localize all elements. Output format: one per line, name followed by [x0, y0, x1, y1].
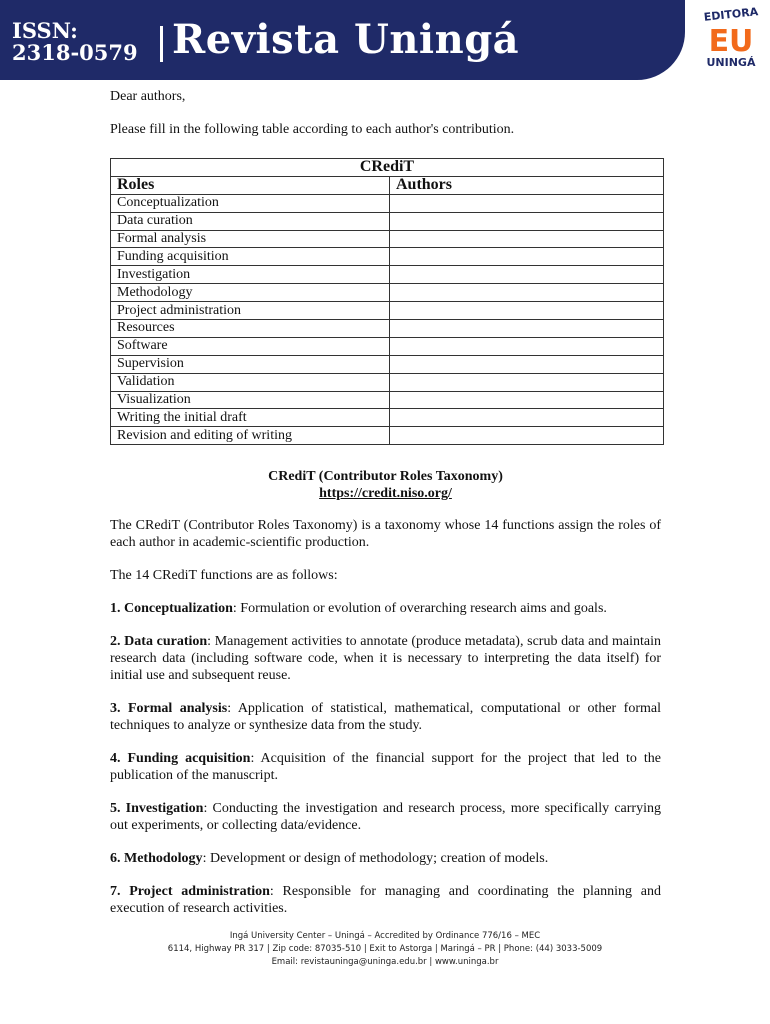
author-cell[interactable]	[390, 302, 664, 320]
author-cell[interactable]	[390, 194, 664, 212]
table-row	[111, 302, 664, 320]
issn-block	[12, 20, 138, 64]
taxonomy-title: CRediT (Contributor Roles Taxonomy)	[268, 469, 503, 484]
function-term: 2. Data curation	[110, 634, 208, 649]
table-row	[111, 355, 664, 373]
function-term: 6. Methodology	[110, 851, 203, 866]
function-description: : Conducting the investigation and research process, more specifically carrying out experiments, or collecting data/evidence.	[110, 801, 661, 833]
table-row	[111, 337, 664, 355]
author-cell[interactable]	[390, 266, 664, 284]
function-term: 3. Formal analysis	[110, 701, 228, 716]
author-cell[interactable]	[390, 337, 664, 355]
role-cell: Investigation	[111, 266, 390, 284]
col-authors-header: Authors	[390, 176, 664, 194]
table-row	[111, 230, 664, 248]
instruction: Please fill in the following table according to each author's contribution.	[110, 122, 515, 137]
function-item	[110, 600, 661, 617]
role-cell: Software	[111, 337, 390, 355]
table-row	[111, 266, 664, 284]
table-row	[111, 427, 664, 445]
greeting: Dear authors,	[110, 89, 186, 104]
role-cell: Visualization	[111, 391, 390, 409]
editora-logo	[700, 6, 762, 72]
role-cell: Methodology	[111, 284, 390, 302]
table-row	[111, 409, 664, 427]
role-cell: Writing the initial draft	[111, 409, 390, 427]
issn-label: ISSN:	[12, 18, 78, 43]
function-term: 5. Investigation	[110, 801, 204, 816]
role-cell: Conceptualization	[111, 194, 390, 212]
function-description: : Application of statistical, mathematical, computational or other formal techniques to analyze or synthesize data from the study.	[110, 701, 662, 733]
author-cell[interactable]	[390, 212, 664, 230]
footer-line-2: 6114, Highway PR 317 | Zip code: 87035-510 | Exit to Astorga | Maringá – PR | Phone: (44) 3033-5009	[167, 944, 603, 954]
author-cell[interactable]	[390, 230, 664, 248]
role-cell: Formal analysis	[111, 230, 390, 248]
table-row	[111, 194, 664, 212]
function-term: 1. Conceptualization	[110, 601, 233, 616]
function-item	[110, 700, 661, 734]
footer-line-1: Ingá University Center – Uningá – Accredited by Ordinance 776/16 – MEC	[229, 931, 541, 941]
table-row	[111, 212, 664, 230]
author-cell[interactable]	[390, 284, 664, 302]
footer	[0, 930, 770, 969]
footer-line-3: Email: revistauninga@uninga.edu.br | www.uninga.br	[271, 957, 499, 967]
function-description: : Formulation or evolution of overarching research aims and goals.	[232, 601, 607, 616]
role-cell: Funding acquisition	[111, 248, 390, 266]
author-cell[interactable]	[390, 427, 664, 445]
taxonomy-heading	[110, 468, 661, 502]
credit-table	[110, 158, 664, 445]
function-item	[110, 850, 661, 867]
function-term: 4. Funding acquisition	[110, 751, 251, 766]
title-divider	[160, 26, 163, 62]
paragraph-intro: The CRediT (Contributor Roles Taxonomy) is a taxonomy whose 14 functions assign the roles of each author in academic-scientific production.	[110, 518, 661, 550]
logo-bottom-text: UNINGÁ	[706, 56, 756, 69]
role-cell: Revision and editing of writing	[111, 427, 390, 445]
role-cell: Validation	[111, 373, 390, 391]
table-row	[111, 248, 664, 266]
author-cell[interactable]	[390, 391, 664, 409]
logo-top-text: EDITORA	[703, 5, 759, 24]
table-row	[111, 391, 664, 409]
role-cell: Resources	[111, 320, 390, 338]
function-term: 7. Project administration	[110, 884, 270, 899]
table-body	[111, 194, 664, 444]
function-list	[110, 600, 661, 917]
table-row	[111, 284, 664, 302]
table-row	[111, 373, 664, 391]
function-description: : Development or design of methodology; creation of models.	[202, 851, 549, 866]
taxonomy-link[interactable]: https://credit.niso.org/	[319, 486, 452, 501]
function-item	[110, 800, 661, 834]
logo-mark-text: EU	[708, 24, 754, 56]
function-item	[110, 883, 661, 917]
journal-title: Revista Uningá	[172, 16, 520, 63]
author-cell[interactable]	[390, 409, 664, 427]
header-banner	[0, 0, 685, 80]
logo-mark-icon	[704, 24, 758, 56]
function-item	[110, 633, 661, 684]
col-roles-header: Roles	[111, 176, 390, 194]
role-cell: Project administration	[111, 302, 390, 320]
body-text	[110, 517, 661, 933]
role-cell: Supervision	[111, 355, 390, 373]
function-description: : Acquisition of the financial support for the project that led to the publication of the manuscript.	[110, 751, 661, 783]
function-description: : Management activities to annotate (produce metadata), scrub data and maintain research data (including software code, when it is necessary to interpreting the data itself) for initial use and subsequent reuse.	[110, 634, 661, 683]
paragraph-list-intro: The 14 CRediT functions are as follows:	[110, 568, 338, 583]
table-title: CRediT	[111, 159, 664, 177]
function-description: : Responsible for managing and coordinating the planning and execution of research activities.	[110, 884, 661, 916]
author-cell[interactable]	[390, 355, 664, 373]
issn-number: 2318-0579	[12, 40, 138, 65]
table-row	[111, 320, 664, 338]
role-cell: Data curation	[111, 212, 390, 230]
author-cell[interactable]	[390, 248, 664, 266]
author-cell[interactable]	[390, 320, 664, 338]
author-cell[interactable]	[390, 373, 664, 391]
function-item	[110, 750, 661, 784]
